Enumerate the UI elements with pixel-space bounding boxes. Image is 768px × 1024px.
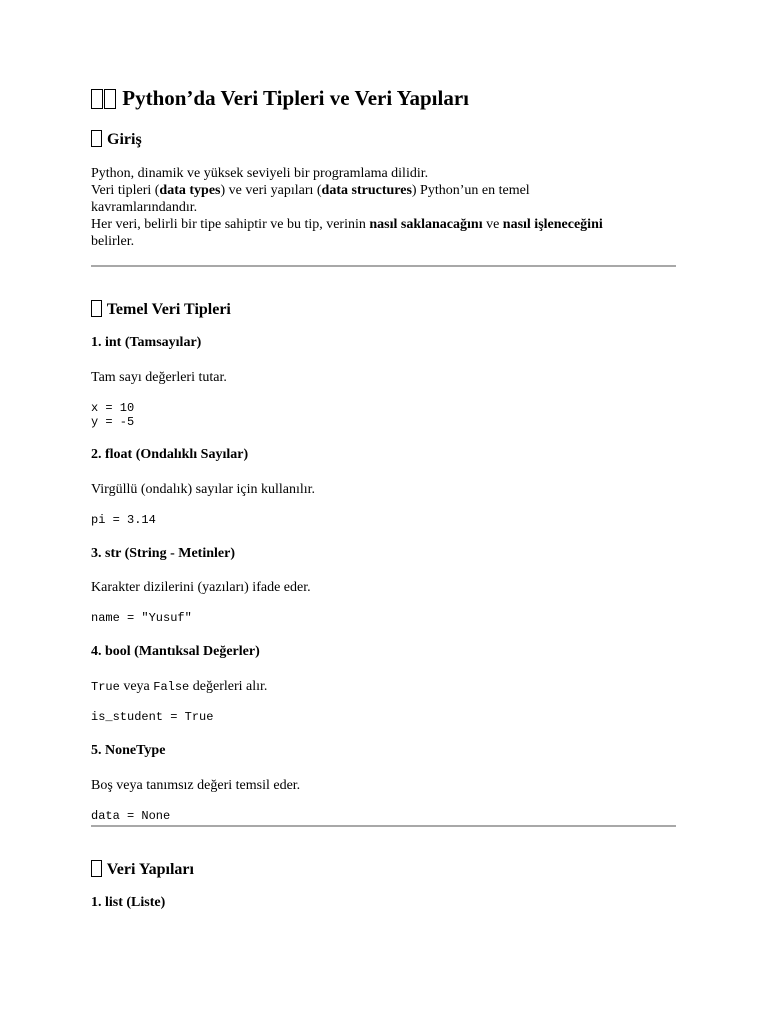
type-desc-int: Tam sayı değerleri tutar. — [91, 370, 227, 385]
type-desc-float: Virgüllü (ondalık) sayılar için kullanılır. — [91, 482, 316, 497]
basic-types-heading-text: Temel Veri Tipleri — [106, 301, 231, 318]
basic-types-heading — [91, 299, 231, 319]
intro-heading — [91, 129, 142, 149]
code-block-bool: is_student = True — [91, 710, 214, 724]
divider — [91, 825, 676, 827]
code-block-none: data = None — [91, 809, 171, 823]
intro-line-3: kavramlarındandır. — [91, 200, 198, 215]
intro-line-2: Veri tipleri (data types) ve veri yapıları (data structures) Python’un en temel — [91, 183, 530, 198]
code-block-int: x = 10 y = -5 — [91, 401, 135, 429]
data-structures-heading-text: Veri Yapıları — [106, 861, 194, 878]
divider — [91, 265, 676, 267]
type-desc-str: Karakter dizilerini (yazıları) ifade eder. — [91, 580, 311, 595]
package-icon — [91, 859, 103, 878]
intro-line-1: Python, dinamik ve yüksek seviyeli bir programlama dilidir. — [91, 166, 429, 181]
code-block-str: name = "Yusuf" — [91, 611, 192, 625]
intro-paragraph — [91, 165, 603, 250]
page-title — [91, 86, 469, 111]
type-title-int: 1. int (Tamsayılar) — [91, 335, 202, 350]
type-title-str: 3. str (String - Metinler) — [91, 546, 235, 561]
type-desc-bool: True veya False değerleri alır. — [91, 679, 268, 694]
page-title-text: Python’da Veri Tipleri ve Veri Yapıları — [122, 86, 469, 110]
type-title-none: 5. NoneType — [91, 743, 166, 758]
data-structures-heading — [91, 859, 194, 879]
code-block-float: pi = 3.14 — [91, 513, 156, 527]
intro-heading-text: Giriş — [107, 131, 142, 148]
type-desc-none: Boş veya tanımsız değeri temsil eder. — [91, 778, 301, 793]
intro-line-5: belirler. — [91, 234, 135, 249]
snake-book-icon — [91, 86, 117, 110]
structure-title-list: 1. list (Liste) — [91, 895, 166, 910]
intro-line-4: Her veri, belirli bir tipe sahiptir ve bu tip, verinin nasıl saklanacağını ve nasıl işleneceğini — [91, 217, 603, 232]
type-title-bool: 4. bool (Mantıksal Değerler) — [91, 644, 260, 659]
abc-icon — [91, 299, 103, 318]
type-title-float: 2. float (Ondalıklı Sayılar) — [91, 447, 249, 462]
pin-icon — [91, 129, 103, 148]
